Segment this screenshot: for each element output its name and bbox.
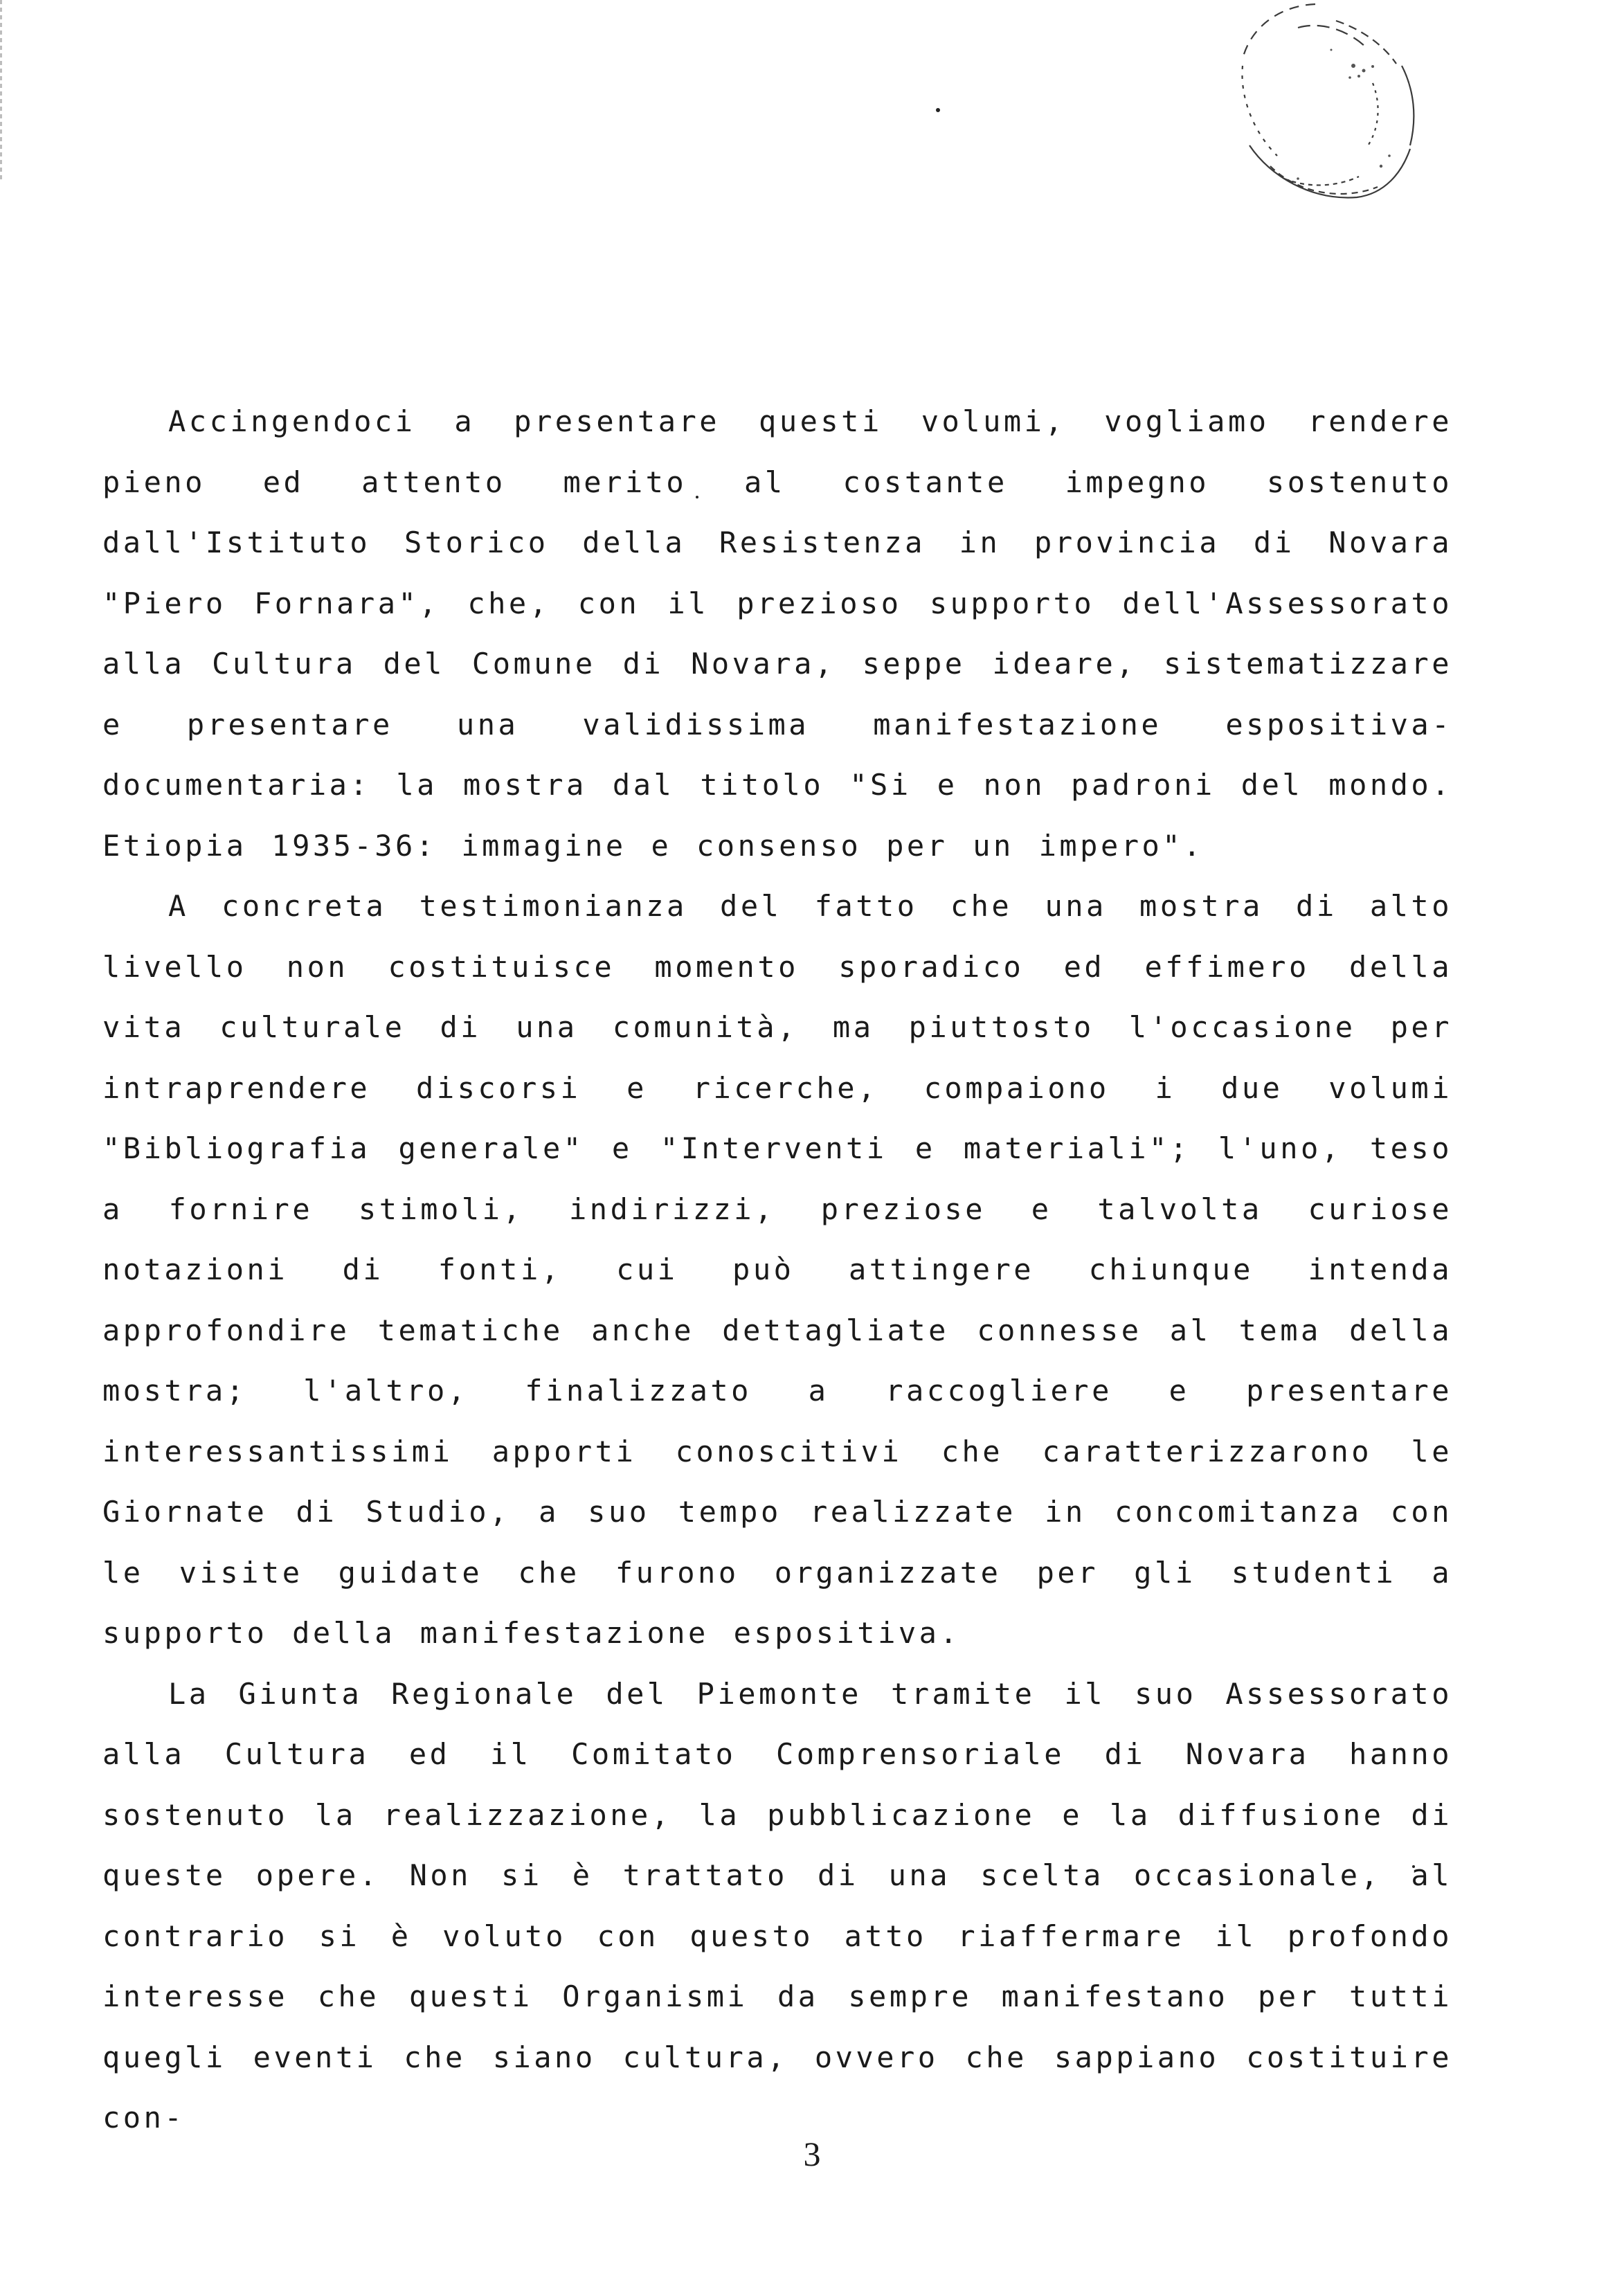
paragraph-1: Accingendoci a presentare questi volumi, vogliamo rendere pieno ed attento merito al costante impegno sostenuto dall'Istituto Storico della Resistenza in provincia di Novara "Piero Fornara", che, con il prezioso supporto dell'Assessorato alla Cultura del Comune di Novara, seppe ideare, sistematizzare e presentare una validissima manifestazione espositiva-documentaria: la mostra dal titolo "Si e non padroni del mondo. Etiopia 1935-36: immagine e consenso per un impero". — [102, 404, 1452, 863]
stamp-seal-icon — [1194, 0, 1429, 232]
body-text — [102, 391, 1452, 2148]
paragraph-3: La Giunta Regionale del Piemonte tramite il suo Assessorato alla Cultura ed il Comitato Comprensoriale di Novara hanno sostenuto la realizzazione, la pubblicazione e la diffusione di queste opere. Non si è trattato di una scelta occasionale, al contrario si è voluto con questo atto riaffermare il profondo interesse che questi Organismi da sempre manifestano per tutti quegli eventi che siano cultura, ovvero che sappiano costituire con- — [102, 1676, 1452, 2135]
scan-edge-mark — [0, 0, 2, 180]
ink-speck — [936, 108, 940, 112]
page-number: 3 — [803, 2135, 821, 2173]
paragraph-2: A concreta testimonianza del fatto che una mostra di alto livello non costituisce momento sporadico ed effimero della vita culturale di una comunità, ma piuttosto l'occasione per intraprendere discorsi e ricerche, compaiono i due volumi "Bibliografia generale" e "Interventi e materiali"; l'uno, teso a fornire stimoli, indirizzi, preziose e talvolta curiose notazioni di fonti, cui può attingere chiunque intenda approfondire tematiche anche dettagliate connesse al tema della mostra; l'altro, finalizzato a raccogliere e presentare interessantissimi apporti conoscitivi che caratterizzarono le Giornate di Studio, a suo tempo realizzate in concomitanza con le visite guidate che furono organizzate per gli studenti a supporto della manifestazione espositiva. — [102, 889, 1452, 1650]
